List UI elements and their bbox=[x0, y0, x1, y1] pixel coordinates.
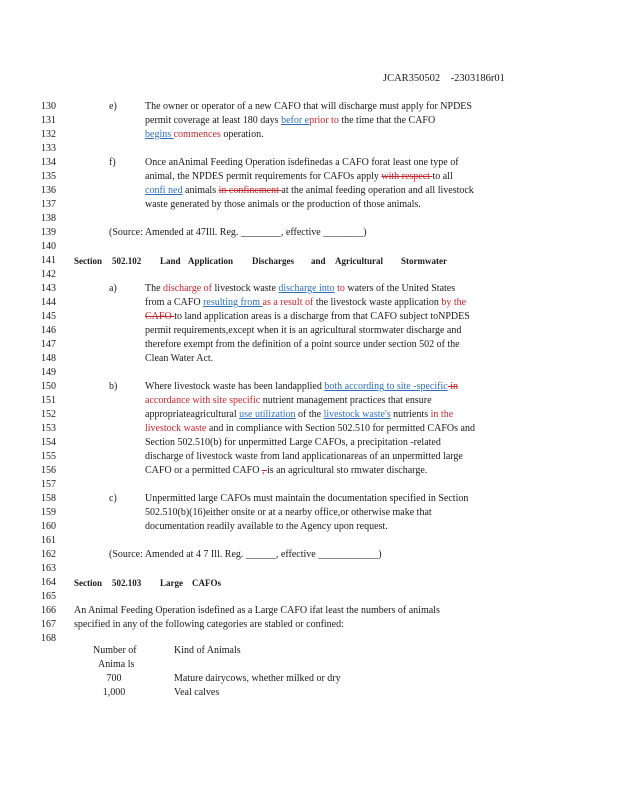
table-header-number: Number of bbox=[93, 645, 137, 656]
paragraph-b-line-2 bbox=[145, 394, 432, 408]
line-number: 144 bbox=[41, 297, 56, 308]
paragraph-b-line-5: Section 502.510(b) for unpermitted Large CAFOs, a precipitation -related bbox=[145, 437, 441, 448]
line-number: 163 bbox=[41, 563, 56, 574]
line-number: 148 bbox=[41, 353, 56, 364]
section-title-word: Land bbox=[160, 256, 181, 266]
paragraph-marker-b: b) bbox=[109, 381, 118, 392]
line-number: 153 bbox=[41, 423, 56, 434]
paragraph-marker-a: a) bbox=[109, 283, 117, 294]
inserted-text: begins bbox=[145, 129, 174, 140]
inserted-text: as a result of bbox=[262, 297, 314, 308]
line-number: 143 bbox=[41, 283, 56, 294]
paragraph-c-line-3: documentation readily available to the Agency upon request. bbox=[145, 521, 388, 532]
text-run: CAFO or a permitted CAFO bbox=[145, 465, 262, 476]
text-run: Where livestock waste has been landapplied bbox=[145, 381, 325, 392]
line-number: 130 bbox=[41, 101, 56, 112]
paragraph-c-line-1: Unpermitted large CAFOs must maintain the documentation specified in Section bbox=[145, 493, 469, 504]
line-number: 139 bbox=[41, 227, 56, 238]
line-number: 136 bbox=[41, 185, 56, 196]
line-number: 137 bbox=[41, 199, 56, 210]
line-number: 150 bbox=[41, 381, 56, 392]
line-number: 135 bbox=[41, 171, 56, 182]
text-run: animal, the NPDES permit requirements for CAFOs apply bbox=[145, 171, 382, 182]
line-number: 132 bbox=[41, 129, 56, 140]
line-number: 151 bbox=[41, 395, 56, 406]
section-intro-line-2: specified in any of the following categories are stabled or confined: bbox=[74, 619, 344, 630]
line-number: 142 bbox=[41, 269, 56, 280]
section-title-word: Application bbox=[188, 256, 234, 266]
section-label: Section bbox=[74, 578, 102, 588]
inserted-text: in the bbox=[430, 409, 454, 420]
paragraph-e-line-3 bbox=[145, 128, 264, 142]
line-number: 156 bbox=[41, 465, 56, 476]
line-number: 159 bbox=[41, 507, 56, 518]
source-note-139: (Source: Amended at 47Ill. Reg. ________, effective ________) bbox=[109, 227, 367, 238]
deleted-text: accordance with site specific bbox=[145, 395, 261, 406]
text-run: to land application areas is a discharge from that CAFO subject toNPDES bbox=[174, 311, 470, 322]
section-title-word: Large bbox=[160, 578, 183, 588]
inserted-text: prior to bbox=[309, 115, 339, 126]
text-run: the livestock waste application bbox=[313, 297, 442, 308]
paragraph-b-line-1 bbox=[145, 380, 458, 394]
line-number: 152 bbox=[41, 409, 56, 420]
text-run: and in compliance with Section 502.510 for permitted CAFOs and bbox=[206, 423, 475, 434]
line-number: 145 bbox=[41, 311, 56, 322]
text-run: permit coverage at least 180 days bbox=[145, 115, 282, 126]
deleted-text: in bbox=[447, 381, 458, 392]
text-run: of the bbox=[295, 409, 324, 420]
section-number: 502.102 bbox=[112, 256, 142, 266]
paragraph-a-line-1 bbox=[145, 282, 455, 296]
line-number: 133 bbox=[41, 143, 56, 154]
line-number: 164 bbox=[41, 577, 56, 588]
paragraph-b-line-3 bbox=[145, 408, 453, 422]
deleted-text: CAFO bbox=[145, 311, 175, 322]
inserted-text: by the bbox=[441, 297, 467, 308]
deleted-text: , bbox=[261, 465, 267, 476]
line-number: 161 bbox=[41, 535, 56, 546]
table-header-kind: Kind of Animals bbox=[174, 645, 241, 656]
paragraph-a-line-3 bbox=[145, 310, 470, 324]
text-run: to all bbox=[432, 171, 453, 182]
text-run: The bbox=[145, 283, 164, 294]
paragraph-b-line-7 bbox=[145, 464, 427, 478]
line-number: 141 bbox=[41, 255, 56, 266]
paragraph-f-line-1: Once anAnimal Feeding Operation isdefinedas a CAFO forat least one type of bbox=[145, 157, 459, 168]
inserted-text: discharge into bbox=[278, 283, 335, 294]
inserted-text: both according to site -specific bbox=[324, 381, 448, 392]
inserted-text: use utilization bbox=[239, 409, 296, 420]
text-run: waters of the United States bbox=[344, 283, 456, 294]
table-cell-kind: Mature dairycows, whether milked or dry bbox=[174, 673, 341, 684]
section-title-word: and bbox=[311, 256, 326, 266]
deleted-text: in confinement bbox=[218, 185, 282, 196]
inserted-text: livestock waste bbox=[145, 423, 207, 434]
text-run: appropriateagricultural bbox=[145, 409, 240, 420]
line-number: 168 bbox=[41, 633, 56, 644]
inserted-text: to bbox=[334, 283, 345, 294]
paragraph-marker-c: c) bbox=[109, 493, 117, 504]
section-label: Section bbox=[74, 256, 102, 266]
line-number: 162 bbox=[41, 549, 56, 560]
paragraph-f-line-2 bbox=[145, 170, 453, 184]
paragraph-a-line-2 bbox=[145, 296, 466, 310]
line-number: 146 bbox=[41, 325, 56, 336]
line-number: 134 bbox=[41, 157, 56, 168]
paragraph-a-line-5: therefore exempt from the definition of a point source under section 502 of the bbox=[145, 339, 460, 350]
inserted-text: confi ned bbox=[145, 185, 183, 196]
table-cell-number: 700 bbox=[106, 673, 122, 684]
line-number: 165 bbox=[41, 591, 56, 602]
line-number: 138 bbox=[41, 213, 56, 224]
paragraph-e-line-1: The owner or operator of a new CAFO that will discharge must apply for NPDES bbox=[145, 101, 472, 112]
section-intro-line-1: An Animal Feeding Operation isdefined as a Large CAFO ifat least the numbers of animals bbox=[74, 605, 440, 616]
inserted-text: befor e bbox=[281, 115, 310, 126]
line-number: 160 bbox=[41, 521, 56, 532]
paragraph-c-line-2: 502.510(b)(16)either onsite or at a nearby office,or otherwise make that bbox=[145, 507, 432, 518]
paragraph-marker-e: e) bbox=[109, 101, 117, 112]
text-run: operation. bbox=[220, 129, 264, 140]
line-number: 147 bbox=[41, 339, 56, 350]
line-number: 158 bbox=[41, 493, 56, 504]
paragraph-a-line-4: permit requirements,except when it is an agricultural stormwater discharge and bbox=[145, 325, 462, 336]
paragraph-b-line-6: discharge of livestock waste from land applicationareas of an unpermitted large bbox=[145, 451, 463, 462]
line-number: 149 bbox=[41, 367, 56, 378]
section-number: 502.103 bbox=[112, 578, 142, 588]
text-run: the time that the CAFO bbox=[338, 115, 436, 126]
text-run: at the animal feeding operation and all livestock bbox=[281, 185, 474, 196]
text-run: is an agricultural sto rmwater discharge. bbox=[266, 465, 428, 476]
text-run: animals bbox=[182, 185, 219, 196]
text-run: nutrient management practices that ensure bbox=[260, 395, 432, 406]
source-note-162: (Source: Amended at 4 7 Ill. Reg. ______, effective ____________) bbox=[109, 549, 382, 560]
inserted-text: commences bbox=[173, 129, 221, 140]
paragraph-f-line-4: waste generated by those animals or the production of those animals. bbox=[145, 199, 421, 210]
line-number: 166 bbox=[41, 605, 56, 616]
table-header-animals: Anima ls bbox=[98, 659, 135, 670]
line-number: 140 bbox=[41, 241, 56, 252]
deleted-text: discharge of bbox=[163, 283, 213, 294]
inserted-text: resulting from bbox=[203, 297, 263, 308]
paragraph-a-line-6: Clean Water Act. bbox=[145, 353, 214, 364]
paragraph-f-line-3 bbox=[145, 184, 474, 198]
line-number: 157 bbox=[41, 479, 56, 490]
section-title-word: Agricultural bbox=[335, 256, 383, 266]
inserted-text: livestock waste's bbox=[323, 409, 391, 420]
document-id-header: JCAR350502 -2303186r01 bbox=[383, 73, 505, 84]
line-number: 154 bbox=[41, 437, 56, 448]
section-title-word: CAFOs bbox=[192, 578, 221, 588]
paragraph-marker-f: f) bbox=[109, 157, 116, 168]
line-number: 167 bbox=[41, 619, 56, 630]
table-cell-kind: Veal calves bbox=[174, 687, 220, 698]
line-number: 131 bbox=[41, 115, 56, 126]
deleted-text: with respect bbox=[381, 171, 433, 182]
text-run: nutrients bbox=[390, 409, 431, 420]
table-cell-number: 1,000 bbox=[102, 687, 126, 698]
paragraph-e-line-2 bbox=[145, 114, 435, 128]
line-number: 155 bbox=[41, 451, 56, 462]
section-title-word: Discharges bbox=[252, 256, 294, 266]
section-title-word: Stormwater bbox=[401, 256, 447, 266]
text-run: livestock waste bbox=[212, 283, 279, 294]
paragraph-b-line-4 bbox=[145, 422, 475, 436]
text-run: from a CAFO bbox=[145, 297, 204, 308]
